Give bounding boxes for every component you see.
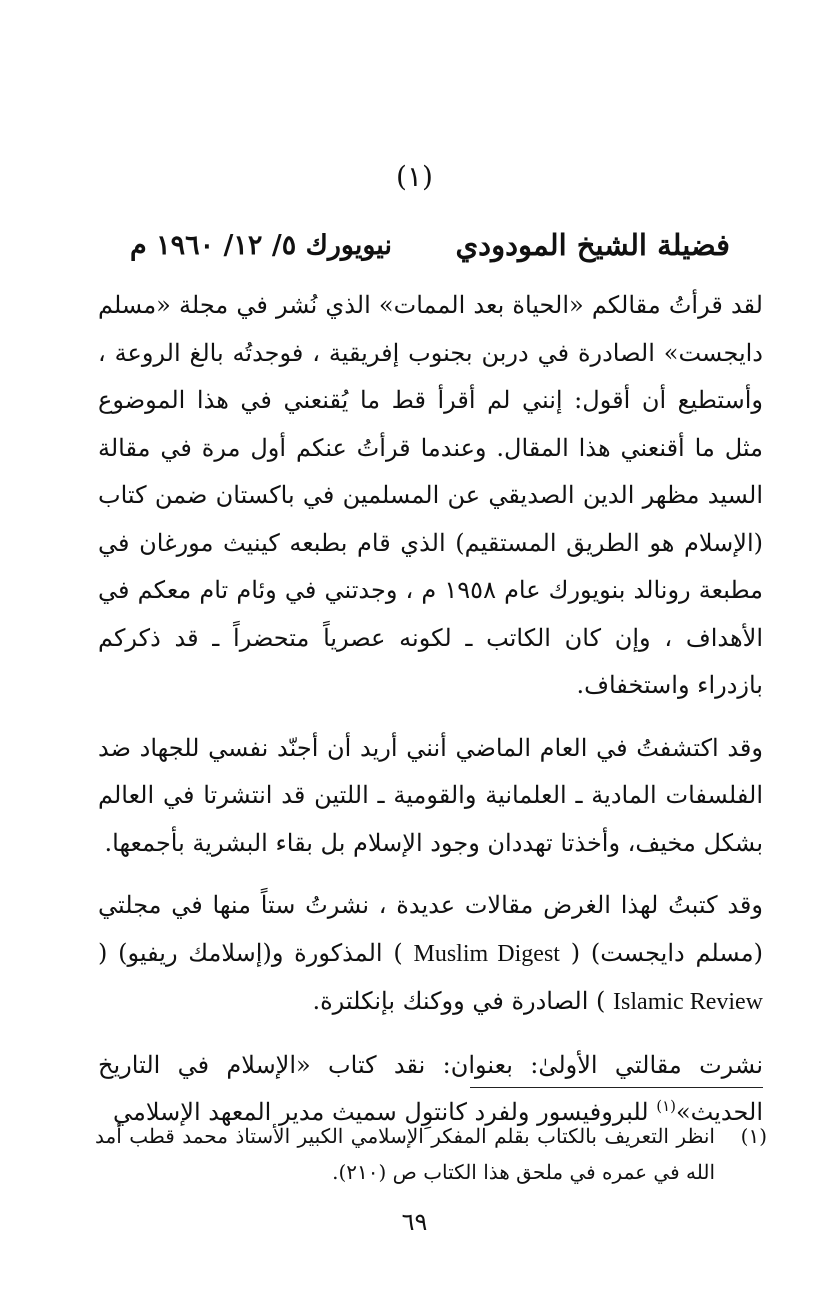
letter-header (130, 228, 730, 272)
paragraph-3 (98, 882, 763, 1027)
paragraph-3-text-before: وقد كتبتُ لهذا الغرض مقالات عديدة ، نشرتُ ستاً منها في مجلتي (مسلم دايجست) ( (98, 891, 763, 967)
letter-addressee: فضيلة الشيخ المودودي (455, 228, 730, 262)
paragraph-1: لقد قرأتُ مقالكم «الحياة بعد الممات» الذي نُشر في مجلة «مسلم دايجست» الصادرة في دربن بجنوب إفريقية ، فوجدتُه بالغ الروعة ، وأستطيع أن أقول: إنني لم أقرأ قط ما يُقنعني في هذا الموضوع مثل ما أقنعني هذا المقال. وعندما قرأتُ عنكم أول مرة في مقالة السيد مظهر الدين الصديقي عن المسلمين في باكستان ضمن كتاب (الإسلام هو الطريق المستقيم) الذي قام بطبعه كينيث مورغان في مطبعة رونالد بنويورك عام ١٩٥٨ م ، وجدتني في وئام تام معكم في الأهداف ، وإن كان الكاتب ـ لكونه عصرياً متحضراً ـ قد ذكركم بازدراء واستخفاف. (98, 291, 763, 699)
page-number: ٦٩ (401, 1208, 428, 1236)
paragraph-3-text-middle: ) المذكورة و(إسلامك ريفيو) ( (98, 938, 403, 967)
paragraph-2: وقد اكتشفتُ في العام الماضي أنني أريد أن أجنّد نفسي للجهاد ضد الفلسفات المادية ـ العلمانية والقومية ـ اللتين قد انتشرتا في العالم بشكل مخيف، وأخذتا تهددان وجود الإسلام بل بقاء البشرية بأجمعها. (98, 733, 763, 857)
paragraph-3-text-after: ) الصادرة في ووكنك بإنكلترة. (312, 987, 606, 1015)
letter-body (98, 282, 763, 1137)
footnote-text: انظر التعريف بالكتاب بقلم المفكر الإسلامي الكبير الأستاذ محمد قطب أمد الله في عمره في ملحق هذا الكتاب ص (٢١٠). (95, 1124, 715, 1184)
latin-title-islamic-review: Islamic Review (613, 989, 763, 1015)
letter-place-date: نيويورك ٥/ ١٢/ ١٩٦٠ م (130, 230, 392, 261)
latin-title-muslim-digest: Muslim Digest (413, 940, 560, 967)
footnote-divider (470, 1087, 763, 1088)
paragraph-4-text-before: نشرت مقالتي الأولىٰ: بعنوان: نقد كتاب «الإسلام في التاريخ الحديث» (98, 1050, 763, 1126)
footnote-reference: (١) (656, 1097, 676, 1115)
section-number: (١) (396, 160, 433, 193)
footnote-marker: (١) (740, 1124, 767, 1148)
footnote (95, 1118, 767, 1190)
paragraph-4-text-after: للبروفيسور ولفرد كانتوِل سميث مدير المعهد الإسلامي (112, 1098, 657, 1126)
